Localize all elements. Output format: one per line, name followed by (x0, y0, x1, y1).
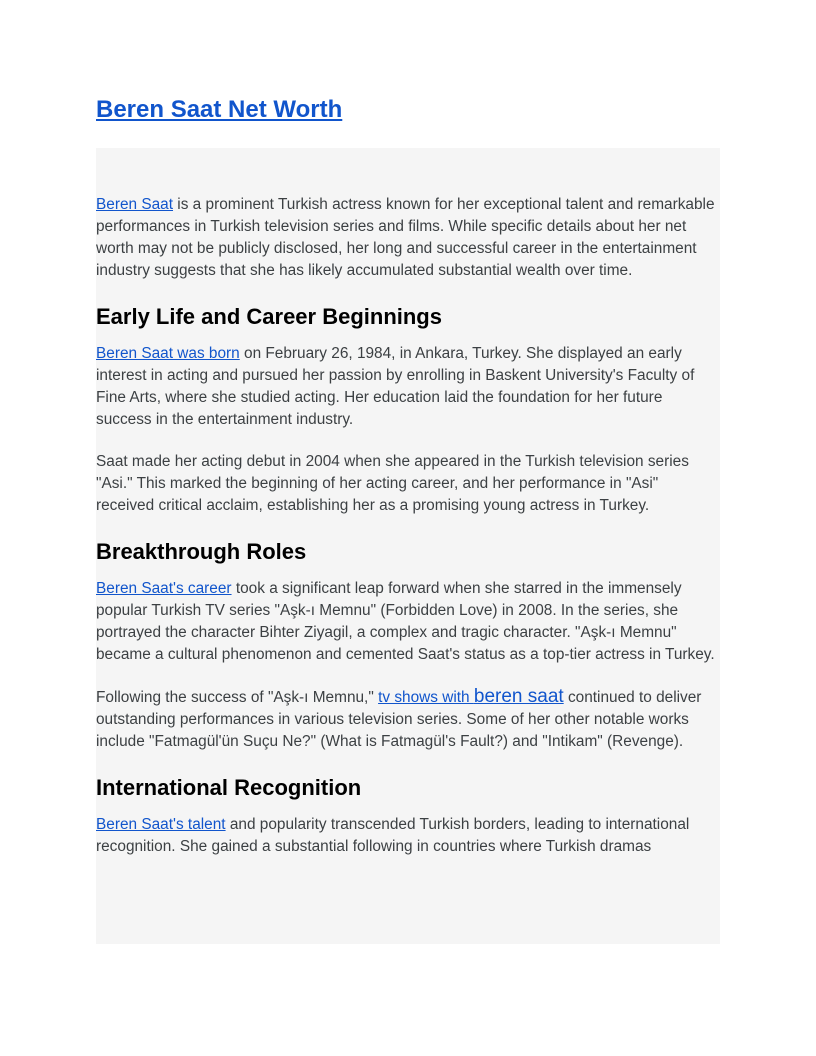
link-tv-shows-small-text: tv shows with (378, 689, 474, 706)
link-tv-shows-big-text: beren saat (473, 686, 564, 707)
breakthrough-text-1: took a significant leap forward when she starred in the immensely popular Turkish TV series "Aşk-ı Memnu" (Forbidden Love) in 2008. In the series, she portrayed the character Bihter Ziyagil, a complex and tragic character. "Aşk-ı Memnu" became a cultural phenomenon and cemented Saat's status as a top-tier actress in Turkey. (96, 580, 715, 663)
intro-link-beren-saat[interactable]: Beren Saat (96, 196, 174, 213)
heading-early-life: Early Life and Career Beginnings (96, 304, 442, 329)
link-beren-saats-career[interactable]: Beren Saat's career (96, 580, 232, 597)
heading-international-recognition: International Recognition (96, 775, 362, 800)
article-content (96, 148, 720, 944)
breakthrough-paragraph-2 (96, 686, 720, 753)
heading-breakthrough-roles: Breakthrough Roles (96, 539, 307, 564)
intro-text: is a prominent Turkish actress known for her exceptional talent and remarkable performances in Turkish television series and films. While specific details about her net worth may not be publicly disclosed, her long and successful career in the entertainment industry suggests that she has likely accumulated substantial wealth over time. (96, 196, 715, 279)
intro-paragraph (96, 194, 720, 282)
link-beren-saats-talent[interactable]: Beren Saat's talent (96, 816, 226, 833)
early-life-paragraph-2: Saat made her acting debut in 2004 when she appeared in the Turkish television series "Asi." This marked the beginning of her acting career, and her performance in "Asi" received critical acclaim, establishing her as a promising young actress in Turkey. (96, 453, 689, 514)
early-life-paragraph-1 (96, 343, 720, 431)
breakthrough-text-2-before: Following the success of "Aşk-ı Memnu," (96, 689, 379, 706)
breakthrough-text-2-after: continued to deliver outstanding performances in various television series. Some of her other notable works include "Fatmagül'ün Suçu Ne?" (What is Fatmagül's Fault?) and "Intikam" (Revenge). (96, 689, 702, 750)
international-text-1: and popularity transcended Turkish borders, leading to international recognition. She gained a substantial following in countries where Turkish dramas (96, 816, 690, 855)
link-tv-shows-with-beren-saat[interactable] (378, 686, 564, 707)
link-beren-saat-was-born[interactable]: Beren Saat was born (96, 345, 240, 362)
early-life-text-1: on February 26, 1984, in Ankara, Turkey. She displayed an early interest in acting and pursued her passion by enrolling in Baskent University's Faculty of Fine Arts, where she studied acting. Her education laid the foundation for her future success in the entertainment industry. (96, 345, 695, 428)
document-title (96, 94, 342, 126)
international-paragraph-1 (96, 814, 720, 858)
breakthrough-paragraph-1 (96, 578, 720, 666)
document-title-link[interactable]: Beren Saat Net Worth (96, 96, 343, 123)
